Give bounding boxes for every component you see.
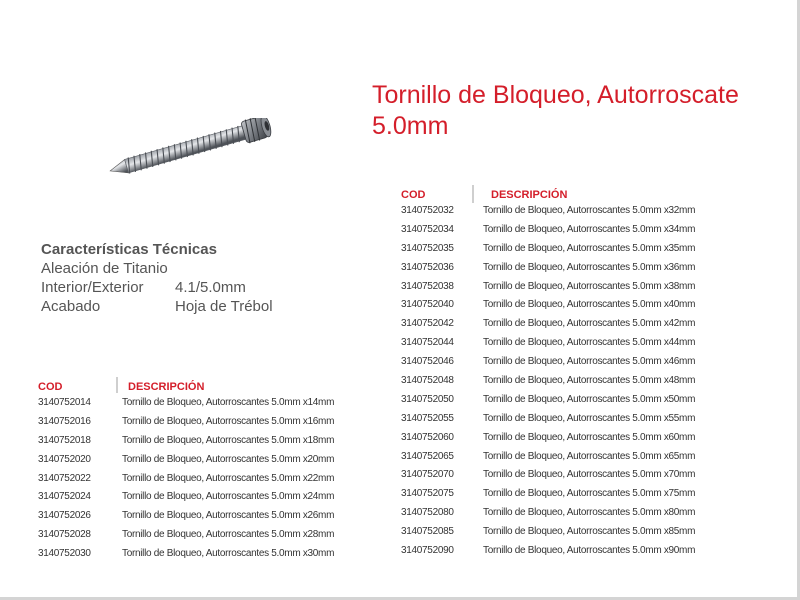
cell-code: 3140752038 (401, 280, 454, 292)
table-row (401, 484, 746, 503)
cell-description: Tornillo de Bloqueo, Autorroscantes 5.0mm x28mm (122, 529, 335, 541)
cell-description: Tornillo de Bloqueo, Autorroscantes 5.0mm x90mm (483, 544, 696, 556)
spec-value: 4.1/5.0mm (175, 279, 246, 296)
spec-material: Aleación de Titanio (41, 260, 168, 277)
table-row (401, 239, 746, 258)
table-row (401, 258, 746, 277)
cell-code: 3140752036 (401, 261, 454, 273)
cell-code: 3140752028 (38, 529, 91, 541)
table-row (38, 450, 383, 469)
cell-code: 3140752035 (401, 242, 454, 254)
table-body (38, 393, 383, 563)
table-row (38, 506, 383, 525)
cell-description: Tornillo de Bloqueo, Autorroscantes 5.0mm x18mm (122, 434, 335, 446)
cell-code: 3140752014 (38, 396, 91, 408)
cell-description: Tornillo de Bloqueo, Autorroscantes 5.0mm x80mm (483, 507, 696, 519)
cell-description: Tornillo de Bloqueo, Autorroscantes 5.0mm x70mm (483, 469, 696, 481)
cell-description: Tornillo de Bloqueo, Autorroscantes 5.0mm x60mm (483, 431, 696, 443)
cell-description: Tornillo de Bloqueo, Autorroscantes 5.0mm x40mm (483, 299, 696, 311)
cell-code: 3140752090 (401, 544, 454, 556)
header-description: DESCRIPCIÓN (491, 189, 568, 201)
table-row (401, 371, 746, 390)
cell-code: 3140752065 (401, 450, 454, 462)
cell-description: Tornillo de Bloqueo, Autorroscantes 5.0mm x14mm (122, 396, 335, 408)
cell-code: 3140752034 (401, 223, 454, 235)
cell-description: Tornillo de Bloqueo, Autorroscantes 5.0mm x55mm (483, 412, 696, 424)
cell-code: 3140752070 (401, 469, 454, 481)
table-row (401, 541, 746, 560)
cell-description: Tornillo de Bloqueo, Autorroscantes 5.0mm x65mm (483, 450, 696, 462)
cell-description: Tornillo de Bloqueo, Autorroscantes 5.0mm x85mm (483, 526, 696, 538)
table-row (38, 544, 383, 563)
table-row (38, 412, 383, 431)
cell-code: 3140752075 (401, 488, 454, 500)
cell-code: 3140752022 (38, 472, 91, 484)
table-row (38, 525, 383, 544)
cell-description: Tornillo de Bloqueo, Autorroscantes 5.0mm x32mm (483, 204, 696, 216)
table-row (38, 469, 383, 488)
spec-value: Hoja de Trébol (175, 298, 273, 315)
cell-description: Tornillo de Bloqueo, Autorroscantes 5.0mm x36mm (483, 261, 696, 273)
header-code: COD (401, 189, 426, 201)
cell-code: 3140752048 (401, 374, 454, 386)
header-description: DESCRIPCIÓN (128, 381, 205, 393)
table-row (401, 409, 746, 428)
cell-code: 3140752046 (401, 356, 454, 368)
cell-description: Tornillo de Bloqueo, Autorroscantes 5.0mm x35mm (483, 242, 696, 254)
spec-row (41, 278, 351, 297)
cell-description: Tornillo de Bloqueo, Autorroscantes 5.0mm x44mm (483, 337, 696, 349)
cell-code: 3140752032 (401, 204, 454, 216)
cell-code: 3140752042 (401, 318, 454, 330)
cell-code: 3140752050 (401, 393, 454, 405)
product-table-left (38, 373, 383, 563)
cell-code: 3140752055 (401, 412, 454, 424)
technical-specs (41, 240, 351, 316)
spec-label: Interior/Exterior (41, 279, 144, 296)
table-row (38, 487, 383, 506)
table-row (401, 277, 746, 296)
table-row (401, 447, 746, 466)
table-header (401, 181, 746, 201)
spec-label: Acabado (41, 298, 101, 315)
table-row (38, 431, 383, 450)
cell-code: 3140752020 (38, 453, 91, 465)
cell-code: 3140752024 (38, 491, 91, 503)
cell-code: 3140752030 (38, 548, 91, 560)
cell-description: Tornillo de Bloqueo, Autorroscantes 5.0mm x46mm (483, 356, 696, 368)
cell-code: 3140752016 (38, 415, 91, 427)
table-row (401, 201, 746, 220)
page-title (372, 80, 772, 142)
cell-description: Tornillo de Bloqueo, Autorroscantes 5.0mm x34mm (483, 223, 696, 235)
cell-description: Tornillo de Bloqueo, Autorroscantes 5.0mm x38mm (483, 280, 696, 292)
title-line-1: Tornillo de Bloqueo, Autorroscate (372, 81, 739, 109)
table-body (401, 201, 746, 560)
header-code: COD (38, 381, 63, 393)
cell-description: Tornillo de Bloqueo, Autorroscantes 5.0mm x22mm (122, 472, 335, 484)
cell-description: Tornillo de Bloqueo, Autorroscantes 5.0mm x26mm (122, 510, 335, 522)
cell-code: 3140752040 (401, 299, 454, 311)
table-row (401, 465, 746, 484)
table-row (401, 352, 746, 371)
table-row (38, 393, 383, 412)
cell-description: Tornillo de Bloqueo, Autorroscantes 5.0mm x42mm (483, 318, 696, 330)
table-row (401, 333, 746, 352)
column-divider (472, 185, 474, 203)
table-row (401, 503, 746, 522)
cell-code: 3140752018 (38, 434, 91, 446)
cell-description: Tornillo de Bloqueo, Autorroscantes 5.0mm x48mm (483, 374, 696, 386)
cell-description: Tornillo de Bloqueo, Autorroscantes 5.0mm x24mm (122, 491, 335, 503)
cell-code: 3140752080 (401, 507, 454, 519)
cell-description: Tornillo de Bloqueo, Autorroscantes 5.0mm x16mm (122, 415, 335, 427)
cell-description: Tornillo de Bloqueo, Autorroscantes 5.0mm x30mm (122, 548, 335, 560)
cell-code: 3140752044 (401, 337, 454, 349)
table-row (401, 220, 746, 239)
table-row (401, 522, 746, 541)
cell-description: Tornillo de Bloqueo, Autorroscantes 5.0mm x20mm (122, 453, 335, 465)
specs-heading: Características Técnicas (41, 241, 217, 258)
product-table-right (401, 181, 746, 560)
table-row (401, 314, 746, 333)
title-line-2: 5.0mm (372, 112, 449, 140)
cell-description: Tornillo de Bloqueo, Autorroscantes 5.0mm x50mm (483, 393, 696, 405)
table-row (401, 428, 746, 447)
table-row (401, 390, 746, 409)
table-row (401, 295, 746, 314)
table-header (38, 373, 383, 393)
cell-code: 3140752026 (38, 510, 91, 522)
locking-screw-icon (104, 118, 276, 178)
cell-description: Tornillo de Bloqueo, Autorroscantes 5.0mm x75mm (483, 488, 696, 500)
spec-row (41, 297, 351, 316)
column-divider (116, 377, 118, 393)
cell-code: 3140752060 (401, 431, 454, 443)
cell-code: 3140752085 (401, 526, 454, 538)
